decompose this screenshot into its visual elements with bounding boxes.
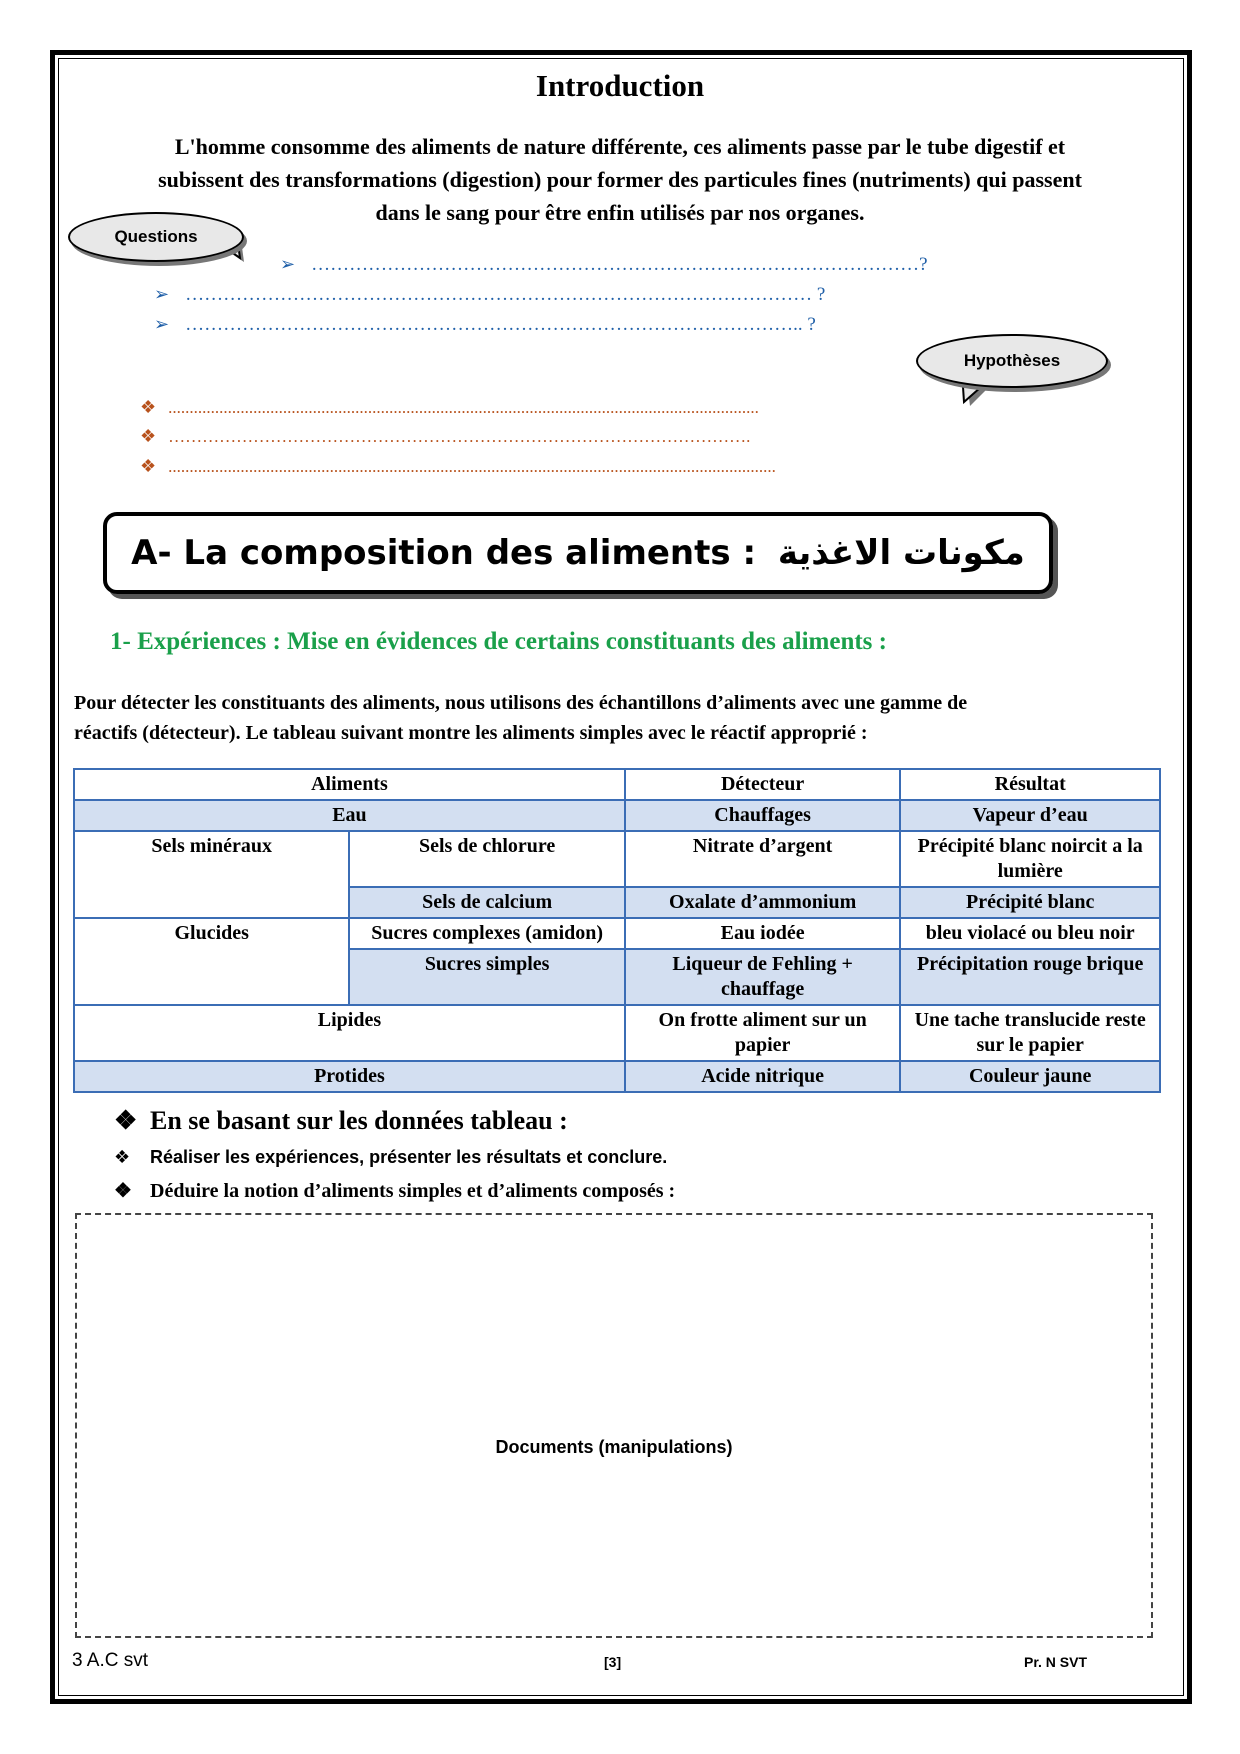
instruction-paragraph: Pour détecter les constituants des aliments, nous utilisons des échantillons d’aliments avec une gamme de réactifs (détecteur). Le tableau suivant montre les aliments simples avec le réactif approprié : [74,692,968,744]
table-cell: Une tache translucide reste sur le papier [900,1005,1160,1061]
diamond-bullet-icon: ❖ [140,426,157,446]
documents-label: Documents (manipulations) [495,1437,733,1457]
table-cell: Chauffages [625,800,901,831]
table-group-cell: Glucides [74,918,349,1005]
table-cell: Sels de calcium [349,887,624,918]
arrow-bullet-icon: ➢ [154,314,170,334]
table-row [74,1061,1160,1092]
table-cell: Lipides [74,1005,625,1061]
question-line: ➢ ……………………………………………………………………………………… ? [154,284,826,305]
intro-line: subissent des transformations (digestion) pour former des particules fines (nutriments) qui passent [158,167,1082,192]
experiences-heading: 1- Expériences : Mise en évidences de certains constituants des aliments : [110,628,887,655]
section-title: A- La composition des aliments : [131,533,768,573]
table-header-cell: Résultat [900,769,1160,800]
arrow-bullet-icon: ➢ [280,254,296,274]
hypotheses-label: Hypothèses [963,351,1061,370]
intro-line: L'homme consomme des aliments de nature différente, ces aliments passe par le tube digestif et [174,134,1066,159]
hypothesis-line: ❖ ........................................................................................................................................... [140,397,759,417]
task-item: ❖ Réaliser les expériences, présenter les résultats et conclure. [114,1147,668,1167]
table-cell: Précipité blanc [900,887,1160,918]
questions-label: Questions [114,227,198,246]
diamond-bullet-icon: ❖ [114,1106,138,1135]
questions-bubble [68,212,244,262]
hypotheses-bubble [916,334,1108,388]
table-cell: Sucres complexes (amidon) [349,918,624,949]
diamond-bullet-icon: ❖ [114,1147,131,1167]
section-title-arabic: مكونات الاغذية [777,533,1025,573]
table-group-cell: Sels minéraux [74,831,349,918]
intro-paragraph [80,130,1160,229]
footer-right: Pr. N SVT [1024,1654,1088,1670]
hypothesis-line: ❖ ............................................................................................................................................... [140,456,776,476]
diamond-bullet-icon: ❖ [114,1180,132,1202]
diamond-bullet-icon: ❖ [140,397,157,417]
table-cell: Précipité blanc noircit a la lumière [900,831,1160,887]
table-cell: Eau iodée [625,918,901,949]
table-row [74,800,1160,831]
table-cell: Vapeur d’eau [900,800,1160,831]
footer-left: 3 A.C svt [72,1650,149,1671]
table-row [74,831,1160,887]
table-row [74,1005,1160,1061]
table-cell: Sucres simples [349,949,624,1005]
table-cell: Nitrate d’argent [625,831,901,887]
task-item: ❖ Déduire la notion d’aliments simples et d’aliments composés : [114,1180,676,1202]
table-cell: Acide nitrique [625,1061,901,1092]
hypothesis-line: ❖ …………………………………………………………………………………………. [140,426,751,446]
question-line: ➢ …………………………………………………………………………………….. ? [154,314,816,335]
table-cell: Oxalate d’ammonium [625,887,901,918]
section-heading-box [103,512,1053,594]
task-heading: ❖ En se basant sur les données tableau : [114,1106,568,1135]
table-cell: On frotte aliment sur un papier [625,1005,901,1061]
intro-line: dans le sang pour être enfin utilisés par nos organes. [375,200,865,225]
table-cell: Précipitation rouge brique [900,949,1160,1005]
table-header-cell: Aliments [74,769,625,800]
table-cell: bleu violacé ou bleu noir [900,918,1160,949]
table-cell: Sels de chlorure [349,831,624,887]
footer-page-number: [3] [604,1654,622,1670]
question-line: ➢ ……………………………………………………………………………………? [280,254,928,275]
reagent-table [73,768,1161,1093]
documents-box [75,1213,1153,1638]
table-cell: Protides [74,1061,625,1092]
table-header-cell: Détecteur [625,769,901,800]
arrow-bullet-icon: ➢ [154,284,170,304]
table-row [74,918,1160,949]
table-cell: Eau [74,800,625,831]
table-cell: Liqueur de Fehling + chauffage [625,949,901,1005]
table-cell: Couleur jaune [900,1061,1160,1092]
diamond-bullet-icon: ❖ [140,456,157,476]
table-header-row [74,769,1160,800]
page-title: Introduction [535,68,705,103]
